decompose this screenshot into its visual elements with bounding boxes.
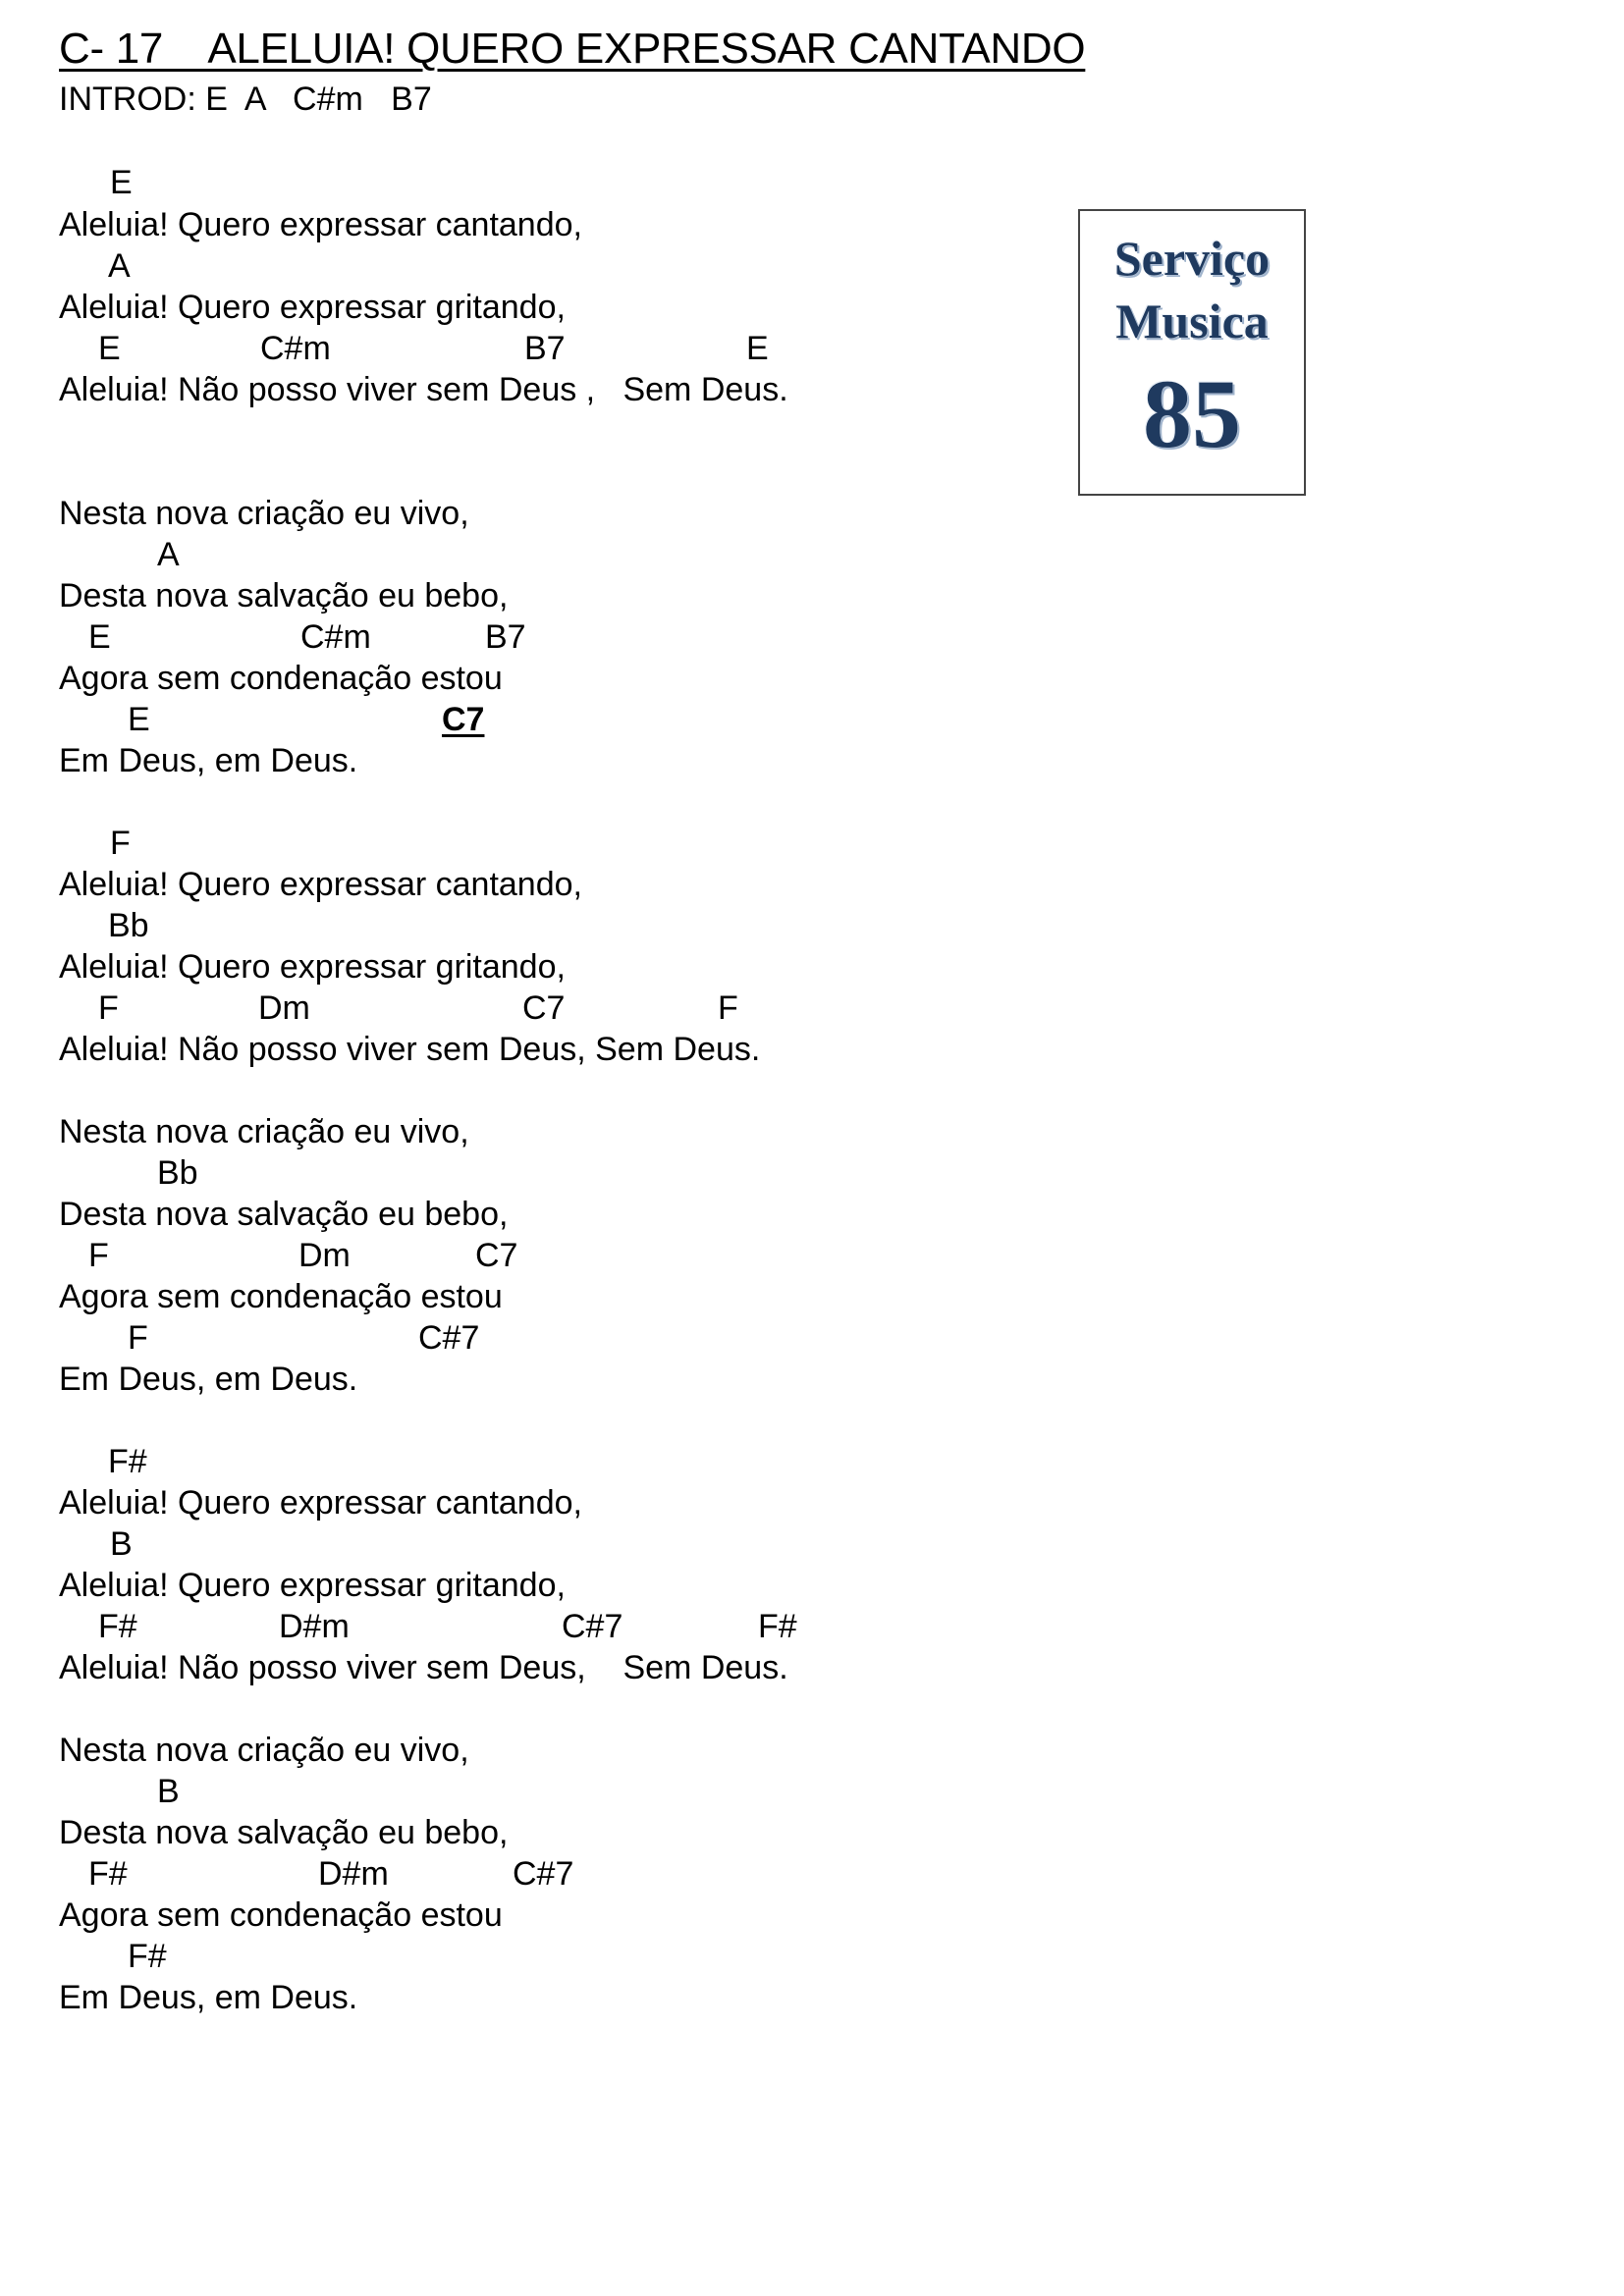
chord-line bbox=[59, 1317, 480, 1359]
chord: Dm bbox=[258, 989, 310, 1027]
chord: F bbox=[718, 989, 738, 1027]
chord: F bbox=[88, 1237, 109, 1274]
chord-line bbox=[59, 988, 738, 1029]
chord-line bbox=[59, 905, 149, 946]
chord: C#m bbox=[300, 618, 371, 656]
chord: C#7 bbox=[418, 1319, 480, 1357]
chord: F# bbox=[108, 1443, 147, 1480]
chord-line bbox=[59, 162, 133, 203]
lyric-line: Aleluia! Quero expressar gritando, bbox=[59, 289, 566, 326]
lyric-line: Aleluia! Quero expressar gritando, bbox=[59, 1567, 566, 1604]
chord: E bbox=[98, 330, 121, 367]
chord: B bbox=[157, 1773, 180, 1810]
chord-line bbox=[59, 1771, 180, 1812]
song-title: C- 17 ALELUIA! QUERO EXPRESSAR CANTANDO bbox=[59, 25, 1086, 73]
lyric-line: Aleluia! Quero expressar cantando, bbox=[59, 1484, 582, 1522]
chord-line bbox=[59, 699, 485, 740]
chord: E bbox=[128, 701, 150, 738]
chord-line bbox=[59, 245, 131, 287]
badge-line-2: Musica bbox=[1115, 294, 1269, 348]
chord: F# bbox=[128, 1938, 167, 1975]
lyric-line: Nesta nova criação eu vivo, bbox=[59, 495, 469, 532]
chord-line bbox=[59, 1152, 198, 1194]
lyric-line: Desta nova salvação eu bebo, bbox=[59, 577, 509, 614]
chord-line bbox=[59, 1235, 518, 1276]
chord: Dm bbox=[298, 1237, 351, 1274]
chord: E bbox=[110, 164, 133, 201]
chord: B7 bbox=[485, 618, 526, 656]
lyric-line: Aleluia! Não posso viver sem Deus, Sem Deus. bbox=[59, 1649, 788, 1686]
chord-line bbox=[59, 1523, 133, 1565]
chord: Bb bbox=[157, 1154, 198, 1192]
lyric-line: Em Deus, em Deus. bbox=[59, 1361, 358, 1398]
chord: C7 bbox=[475, 1237, 518, 1274]
chord-line bbox=[59, 328, 769, 369]
lyric-line: Agora sem condenação estou bbox=[59, 660, 503, 697]
lyric-line: Agora sem condenação estou bbox=[59, 1896, 503, 1934]
chord: F bbox=[110, 825, 131, 862]
lyric-line: Nesta nova criação eu vivo, bbox=[59, 1113, 469, 1150]
lyric-line: Em Deus, em Deus. bbox=[59, 742, 358, 779]
lyric-line: Aleluia! Quero expressar cantando, bbox=[59, 866, 582, 903]
chord: D#m bbox=[318, 1855, 389, 1893]
chord-line bbox=[59, 616, 526, 658]
chord: C#m bbox=[260, 330, 331, 367]
chord: C#7 bbox=[513, 1855, 574, 1893]
badge-number: 85 bbox=[1143, 359, 1241, 468]
chord: D#m bbox=[279, 1608, 350, 1645]
chord: F# bbox=[88, 1855, 128, 1893]
chord: F bbox=[98, 989, 119, 1027]
chord: F# bbox=[98, 1608, 137, 1645]
lyric-line: Aleluia! Quero expressar cantando, bbox=[59, 206, 582, 243]
chord: F bbox=[128, 1319, 148, 1357]
chord: E bbox=[88, 618, 111, 656]
lyric-line: Nesta nova criação eu vivo, bbox=[59, 1732, 469, 1769]
chord-line bbox=[59, 1606, 797, 1647]
chord-line bbox=[59, 823, 131, 864]
badge-line-1: Serviço bbox=[1113, 231, 1271, 286]
lyric-line: Aleluia! Não posso viver sem Deus, Sem Deus. bbox=[59, 1031, 761, 1068]
chord-line bbox=[59, 1853, 574, 1895]
chord: E bbox=[746, 330, 769, 367]
lyric-line: Aleluia! Não posso viver sem Deus , Sem Deus. bbox=[59, 371, 788, 408]
chord: C7 bbox=[522, 989, 566, 1027]
lyric-line: Desta nova salvação eu bebo, bbox=[59, 1814, 509, 1851]
chord-line bbox=[59, 534, 180, 575]
intro-chords: INTROD: E A C#m B7 bbox=[59, 80, 432, 118]
chord-line bbox=[59, 1936, 167, 1977]
lyric-line: Em Deus, em Deus. bbox=[59, 1979, 358, 2016]
chord: A bbox=[157, 536, 180, 573]
chord: B bbox=[110, 1525, 133, 1563]
chord-key-change: C7 bbox=[442, 701, 485, 738]
chord: F# bbox=[758, 1608, 797, 1645]
chord-line bbox=[59, 1441, 147, 1482]
lyric-line: Aleluia! Quero expressar gritando, bbox=[59, 948, 566, 986]
chord: Bb bbox=[108, 907, 149, 944]
chord: B7 bbox=[524, 330, 566, 367]
chord: C#7 bbox=[562, 1608, 623, 1645]
chord: A bbox=[108, 247, 131, 285]
lyric-line: Desta nova salvação eu bebo, bbox=[59, 1196, 509, 1233]
servico-musica-badge bbox=[1078, 209, 1306, 496]
lyric-line: Agora sem condenação estou bbox=[59, 1278, 503, 1315]
